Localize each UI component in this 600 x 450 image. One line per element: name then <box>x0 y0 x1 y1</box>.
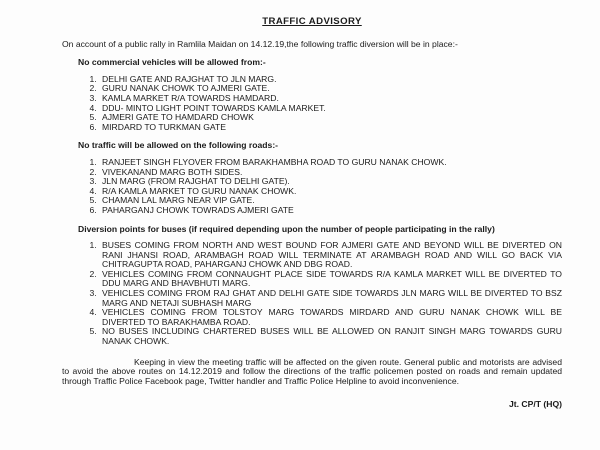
list-item: 6. MIRDARD TO TURKMAN GATE <box>99 123 562 133</box>
list-item: 6. PAHARGANJ CHOWK TOWRADS AJMERI GATE <box>99 206 562 216</box>
section-heading-bus-diversion-points: Diversion points for buses (if required depending upon the number of people participating in the rally) <box>78 223 495 234</box>
closing-paragraph: Keeping in view the meeting traffic will be affected on the given route. General public and motorists are advised to avoid the above routes on 14.12.2019 and follow the directions of the traffic policemen posted on roads and remain updated through Traffic Police Facebook page, Twitter handler and Traffic Police Helpline to avoid inconvenience. <box>62 356 562 386</box>
section-heading-no-traffic-roads: No traffic will be allowed on the following roads:- <box>78 140 279 151</box>
intro-paragraph: On account of a public rally in Ramlila Maidan on 14.12.19,the following traffic diversion will be in place:- <box>62 38 458 49</box>
no-commercial-vehicles-list <box>78 75 562 133</box>
list-item: 5. AJMERI GATE TO HAMDARD CHOWK <box>99 113 562 123</box>
list-item: 3. KAMLA MARKET R/A TOWARDS HAMDARD. <box>99 94 562 104</box>
section-bus-diversion-points <box>62 225 562 347</box>
list-item: 4. R/A KAMLA MARKET TO GURU NANAK CHOWK. <box>99 187 562 197</box>
list-item: 1. BUSES COMING FROM NORTH AND WEST BOUND FOR AJMERI GATE AND BEYOND WILL BE DIVERTED ON RANI JHANSI ROAD, ARAMBAGH ROAD WILL TERMINATE AT ARAMBAGH ROAD AND WILL GO BACK VIA CHITRAGUPTA ROAD, PAHARGANJ CHOWK AND DBG ROAD. <box>99 241 562 270</box>
list-item: 2. VIVEKANAND MARG BOTH SIDES. <box>99 168 562 178</box>
list-item: 4. VEHICLES COMING FROM TOLSTOY MARG TOWARDS MIRDARD AND GURU NANAK CHOWK WILL BE DIVERTED TO BARAKHAMBA ROAD. <box>99 308 562 327</box>
list-item: 4. DDU- MINTO LIGHT POINT TOWARDS KAMLA MARKET. <box>99 104 562 114</box>
list-item: 3. JLN MARG (FROM RAJGHAT TO DELHI GATE). <box>99 177 562 187</box>
bus-diversion-points-list <box>78 241 562 347</box>
list-item: 5. CHAMAN LAL MARG NEAR VIP GATE. <box>99 196 562 206</box>
section-no-commercial-vehicles <box>62 58 562 132</box>
list-item: 1. RANJEET SINGH FLYOVER FROM BARAKHAMBHA ROAD TO GURU NANAK CHOWK. <box>99 158 562 168</box>
section-no-traffic-roads <box>62 141 562 215</box>
list-item: 5. NO BUSES INCLUDING CHARTERED BUSES WILL BE ALLOWED ON RANJIT SINGH MARG TOWARDS GURU NANAK CHOWK. <box>99 327 562 346</box>
signature: Jt. CP/T (HQ) <box>509 399 562 410</box>
section-heading-no-commercial-vehicles: No commercial vehicles will be allowed from:- <box>78 57 266 68</box>
list-item: 3. VEHICLES COMING FROM RAJ GHAT AND DELHI GATE SIDE TOWARDS JLN MARG WILL BE DIVERTED TO BSZ MARG AND NETAJI SUBHASH MARG <box>99 289 562 308</box>
list-item: 1. DELHI GATE AND RAJGHAT TO JLN MARG. <box>99 75 562 85</box>
no-traffic-roads-list <box>78 158 562 216</box>
list-item: 2. GURU NANAK CHOWK TO AJMERI GATE. <box>99 84 562 94</box>
page-title: TRAFFIC ADVISORY <box>262 16 362 27</box>
list-item: 2. VEHICLES COMING FROM CONNAUGHT PLACE SIDE TOWARDS R/A KAMLA MARKET WILL BE DIVERTED TO DDU MARG AND BHAVBHUTI MARG. <box>99 270 562 289</box>
